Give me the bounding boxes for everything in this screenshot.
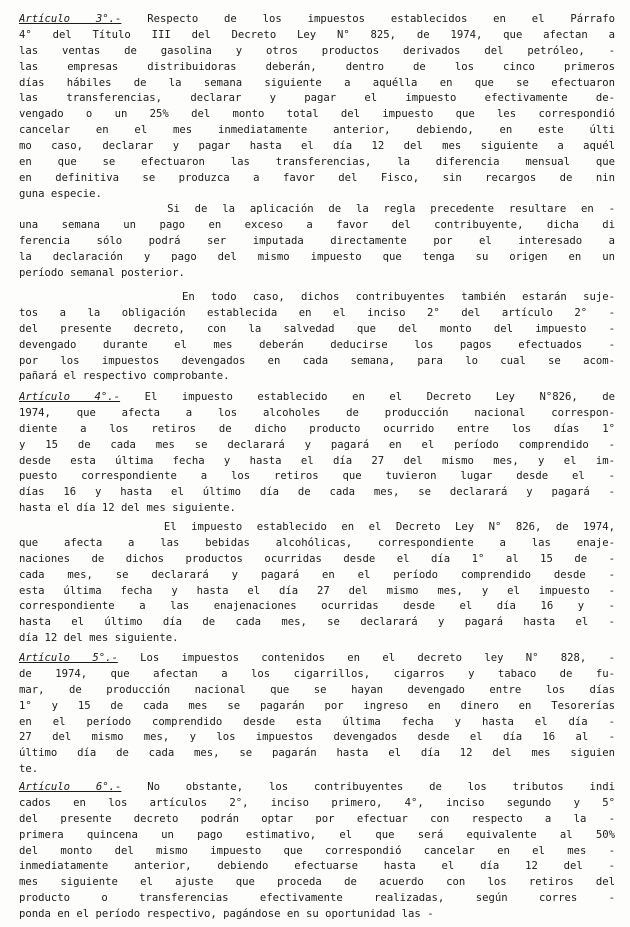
text-line <box>19 812 615 828</box>
line-text: En todo caso, dichos contribuyentes también estarán suje- <box>19 291 615 303</box>
text-line <box>19 202 615 218</box>
line-text: en que se efectuaron las transferencias, la diferencia mensual que <box>19 156 615 169</box>
text-line <box>19 631 615 647</box>
text-line <box>19 599 615 615</box>
line-text: de 1974, que afectan a los cigarrillos, cigarros y tabaco de fu- <box>19 667 615 680</box>
text-line <box>19 584 615 600</box>
text-line <box>19 828 615 844</box>
line-text: Los impuestos contenidos en el decreto ley N° 828, - <box>117 652 615 664</box>
line-text: mar, de producción nacional que se hayan devengado entre los días <box>19 683 615 696</box>
text-line <box>19 187 615 203</box>
text-line <box>19 406 615 422</box>
text-line <box>19 746 615 762</box>
line-text: por los impuestos devengados en cada semana, para lo cual se acom- <box>19 354 615 367</box>
line-text: cada mes, se declarará y pagará en el período comprendido desde - <box>19 568 615 581</box>
text-line <box>19 875 615 891</box>
text-line <box>19 844 615 860</box>
text-line <box>19 76 615 92</box>
text-line <box>19 107 615 123</box>
line-text: las ventas de gasolina y otros productos derivados del petróleo, - <box>19 44 615 57</box>
text-line <box>19 552 615 568</box>
line-text: cados en los artículos 2°, inciso primero, 4°, inciso segundo y 5° <box>19 796 615 809</box>
line-text: del presente decreto, con la salvedad que del monto del impuesto - <box>19 322 615 335</box>
line-text: 4° del Título III del Decreto Ley N° 825, de 1974, que afectan a <box>19 28 615 41</box>
text-line <box>19 338 615 354</box>
text-line <box>19 780 615 796</box>
line-text: puesto correspondiente a los retiros que tuvieron lugar desde el - <box>19 470 615 483</box>
line-text: ferencia sólo podrá ser imputada directamente por el interesado a <box>19 234 615 247</box>
text-line <box>19 306 615 322</box>
text-line <box>19 667 615 683</box>
line-text: hasta el día 12 del mes siguiente. <box>19 502 236 515</box>
line-text: tos a la obligación establecida en el inciso 2° del artículo 2° - <box>19 306 615 319</box>
text-line <box>19 762 615 778</box>
paragraph-art3 <box>19 12 615 203</box>
line-text: desde esta última fecha y hasta el día 27 del mismo mes, y el im- <box>19 454 615 467</box>
text-line <box>19 390 615 406</box>
line-text: inmediatamente anterior, debiendo efectuarse hasta el día 12 del - <box>19 860 615 873</box>
text-line <box>19 123 615 139</box>
text-line <box>19 683 615 699</box>
line-text: No obstante, los contribuyentes de los tributos indi <box>121 781 615 793</box>
line-text: una semana un pago en exceso a favor del contribuyente, dicha di <box>19 218 615 231</box>
text-line <box>19 290 615 306</box>
text-line <box>19 266 615 282</box>
line-text: correspondiente a las enajenaciones ocurridas desde el día 16 y - <box>19 600 615 613</box>
text-line <box>19 438 615 454</box>
text-line <box>19 501 615 517</box>
line-text: pañará el respectivo comprobante. <box>19 370 230 383</box>
text-line <box>19 730 615 746</box>
text-line <box>19 171 615 187</box>
line-text: hasta el último día de cada mes, se declarará y pagará hasta el - <box>19 616 615 629</box>
paragraph-p5 <box>19 520 615 647</box>
line-text: que afecta a las bebidas alcohólicas, correspondiente a las enaje- <box>19 536 615 549</box>
line-text: 1974, que afecta a los alcoholes de producción nacional correspon- <box>19 406 615 419</box>
text-line <box>19 322 615 338</box>
article-heading: Artículo 5°.- <box>19 652 118 664</box>
line-text: naciones de dichos productos ocurridas desde el día 1° al 15 de - <box>19 552 615 565</box>
paragraph-art4 <box>19 390 615 517</box>
paragraph-p2 <box>19 202 615 281</box>
text-line <box>19 44 615 60</box>
line-text: ponda en el período respectivo, pagándose en su oportunidad las - <box>19 908 434 921</box>
line-text: esta última fecha y hasta el día 27 del mismo mes, y el impuesto - <box>19 584 615 597</box>
text-line <box>19 520 615 536</box>
text-line <box>19 60 615 76</box>
text-line <box>19 536 615 552</box>
line-text: mes siguiente el ajuste que proceda de acuerdo con los retiros del <box>19 876 615 889</box>
text-line <box>19 155 615 171</box>
text-line <box>19 796 615 812</box>
text-line <box>19 454 615 470</box>
text-line <box>19 699 615 715</box>
line-text: las empresas distribuidoras deberán, dentro de los cinco primeros <box>19 60 615 73</box>
text-line <box>19 715 615 731</box>
text-line <box>19 859 615 875</box>
text-line <box>19 12 615 28</box>
line-text: El impuesto establecido en el Decreto Ley N° 826, de 1974, <box>19 521 615 533</box>
line-text: la declaración y pago del mismo impuesto que tenga su origen en un <box>19 250 615 263</box>
line-text: Si de la aplicación de la regla precedente resultare en - <box>19 203 615 215</box>
line-text: 27 del mismo mes, y los impuestos devengados desde el día 16 al - <box>19 731 615 744</box>
line-text: te. <box>19 763 39 776</box>
line-text: del presente decreto podrán optar por efectuar con respecto a la - <box>19 812 615 825</box>
text-line <box>19 250 615 266</box>
article-heading: Artículo 3°.- <box>19 13 122 25</box>
line-text: guna especie. <box>19 187 102 200</box>
text-line <box>19 28 615 44</box>
line-text: cancelar en el mes inmediatamente anterior, debiendo, en este últi <box>19 124 615 137</box>
line-text: mo caso, declarar y pagar hasta el día 12 del mes siguiente a aquél <box>19 140 615 153</box>
paragraph-art6 <box>19 780 615 923</box>
line-text: período semanal posterior. <box>19 266 185 279</box>
line-text: las transferencias, declarar y pagar el impuesto efectivamente de- <box>19 92 615 105</box>
text-line <box>19 218 615 234</box>
line-text: del monto del mismo impuesto que correspondió cancelar en el mes - <box>19 844 615 857</box>
text-line <box>19 139 615 155</box>
line-text: último día de cada mes, se pagarán hasta el día 12 del mes siguien <box>19 747 615 760</box>
line-text: devengado durante el mes deberán deducirse los pagos efectuados - <box>19 338 615 351</box>
article-heading: Artículo 6°.- <box>19 781 122 793</box>
text-line <box>19 369 615 385</box>
text-line <box>19 615 615 631</box>
text-line <box>19 234 615 250</box>
line-text: producto o transferencias efectivamente realizadas, según corres - <box>19 892 615 905</box>
text-line <box>19 891 615 907</box>
text-line <box>19 568 615 584</box>
line-text: vengado o un 25% del monto total del impuesto que les correspondió <box>19 108 615 121</box>
line-text: El impuesto establecido en el Decreto Ley N°826, de <box>120 391 615 403</box>
line-text: primera quincena un pago estimativo, el que será equivalente al 50% <box>19 828 615 841</box>
paragraph-art5 <box>19 651 615 778</box>
line-text: días hábiles de la semana siguiente a aquélla en que se efectuaron <box>19 76 615 89</box>
line-text: y 15 de cada mes se declarará y pagará en el período comprendido - <box>19 438 615 451</box>
line-text: diente a los retiros de dicho producto ocurrido entre los días 1° <box>19 422 615 435</box>
line-text: día 12 del mes siguiente. <box>19 632 179 645</box>
text-line <box>19 354 615 370</box>
line-text: 1° y 15 de cada mes se pagarán por ingreso en dinero en Tesorerías <box>19 699 615 712</box>
line-text: en el período comprendido desde esta última fecha y hasta el día - <box>19 715 615 728</box>
text-line <box>19 469 615 485</box>
line-text: en definitiva se produzca a favor del Fisco, sin recargos de nin <box>19 171 615 184</box>
text-line <box>19 651 615 667</box>
line-text: días 16 y hasta el último día de cada mes, se declarará y pagará - <box>19 486 615 499</box>
text-line <box>19 422 615 438</box>
line-text: Respecto de los impuestos establecidos en el Párrafo <box>121 13 615 25</box>
text-line <box>19 91 615 107</box>
article-heading: Artículo 4°.- <box>19 391 121 403</box>
paragraph-p3 <box>19 290 615 385</box>
text-line <box>19 485 615 501</box>
text-line <box>19 907 615 923</box>
